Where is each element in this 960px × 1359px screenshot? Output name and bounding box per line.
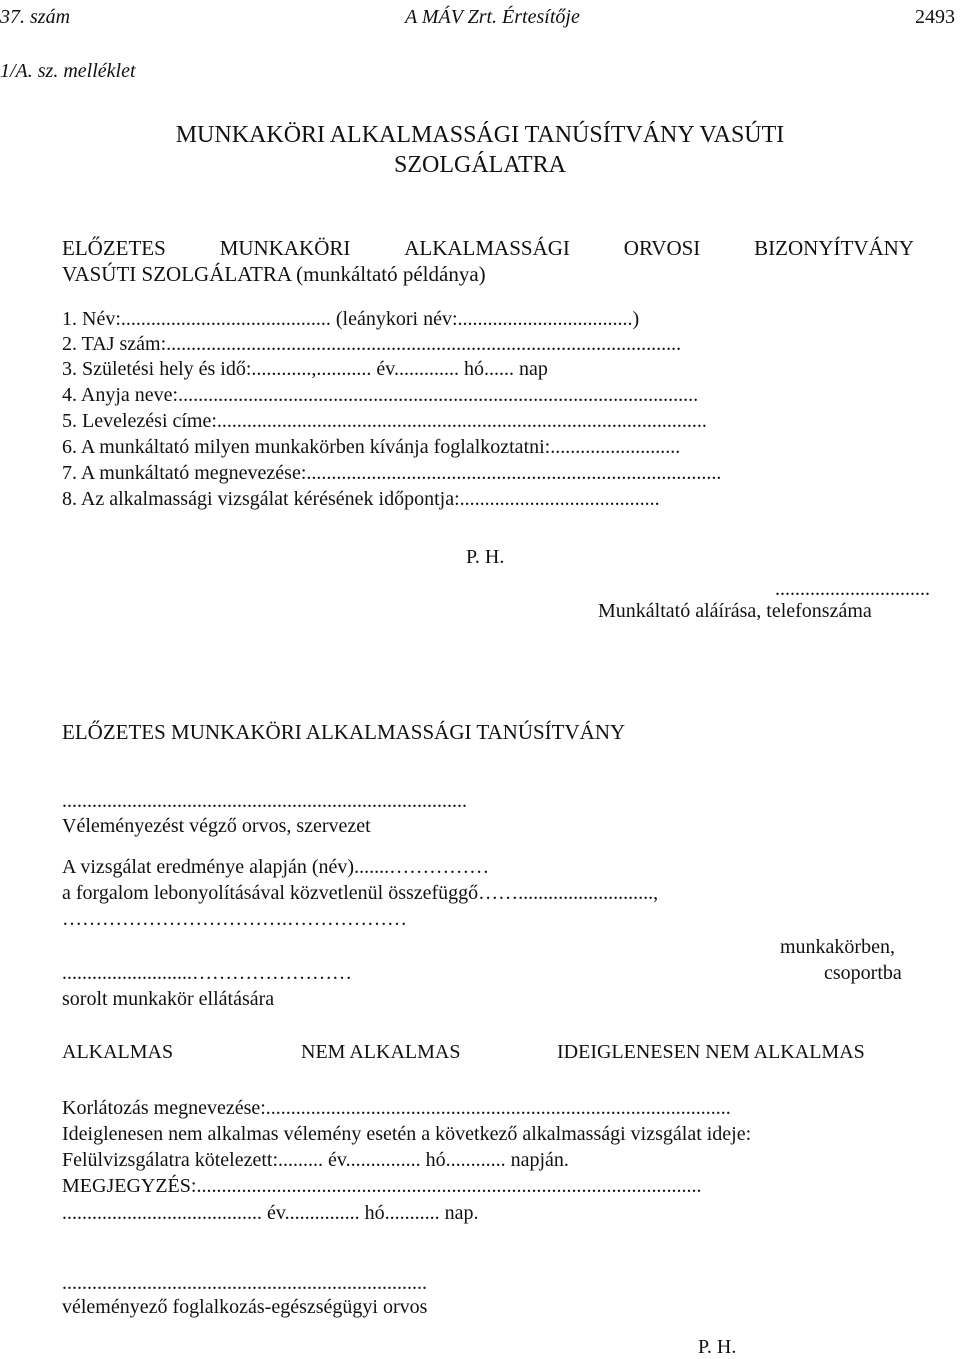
- review-line: Felülvizsgálatra kötelezett:......... év............... hó............ napján.: [62, 1149, 569, 1171]
- page-number: 2493: [915, 6, 955, 28]
- field-mother: 4. Anyja neve:........................................................................................................: [62, 384, 699, 406]
- group-word: csoportba: [824, 962, 902, 984]
- document-title-line2: SZOLGÁLATRA: [394, 152, 566, 178]
- field-request-date: 8. Az alkalmassági vizsgálat kérésének időpontja:........................................: [62, 488, 660, 510]
- section1-heading-line2: VASÚTI SZOLGÁLATRA (munkáltató példánya): [62, 262, 486, 286]
- signature-label: Munkáltató aláírása, telefonszáma: [598, 600, 872, 622]
- remarks-line: MEGJEGYZÉS:.....................................................................................................: [62, 1175, 702, 1197]
- stamp-placeholder-2: P. H.: [698, 1336, 737, 1358]
- heading-word: ELŐZETES: [62, 236, 166, 260]
- journal-title: A MÁV Zrt. Értesítője: [405, 6, 580, 28]
- opinion-label: Véleményezést végző orvos, szervezet: [62, 815, 371, 837]
- section2-heading: ELŐZETES MUNKAKÖRI ALKALMASSÁGI TANÚSÍTVÁNY: [62, 720, 626, 744]
- stamp-placeholder: P. H.: [466, 546, 505, 568]
- doctor-dots: .........................................................................: [62, 1272, 427, 1294]
- restriction-line: Korlátozás megnevezése:.............................................................................................: [62, 1097, 731, 1119]
- temp-unfit-line: Ideiglenesen nem alkalmas vélemény esetén a következő alkalmassági vizsgálat ideje:: [62, 1123, 752, 1145]
- signature-dots: ...............................: [775, 578, 930, 600]
- field-name: 1. Név:.......................................... (leánykori név:...................................): [62, 308, 640, 330]
- blank-line: …………………………….………………: [62, 908, 407, 930]
- job-word: munkakörben,: [780, 936, 895, 958]
- document-title-line1: MUNKAKÖRI ALKALMASSÁGI TANÚSÍTVÁNY VASÚTI: [175, 122, 785, 148]
- field-employer: 7. A munkáltató megnevezése:...................................................................................: [62, 462, 722, 484]
- field-address: 5. Levelezési címe:..................................................................................................: [62, 410, 707, 432]
- heading-word: ALKALMASSÁGI: [404, 236, 570, 260]
- field-job: 6. A munkáltató milyen munkakörben kívánja foglalkoztatni:..........................: [62, 436, 681, 458]
- date-line: ........................................ év............... hó........... nap.: [62, 1202, 479, 1224]
- issue-number: 37. szám: [0, 6, 71, 28]
- exam-result-line: A vizsgálat eredménye alapján (név).......……………: [62, 856, 490, 878]
- section1-heading: [62, 236, 914, 260]
- field-birth: 3. Születési hely és idő:............,........... év............. hó...... nap: [62, 358, 548, 380]
- heading-word: MUNKAKÖRI: [219, 236, 351, 260]
- doctor-label: véleményező foglalkozás-egészségügyi orvos: [62, 1296, 428, 1318]
- annex-label: 1/A. sz. melléklet: [0, 60, 136, 82]
- group-line: ..........................……………………: [62, 962, 352, 984]
- option-temp-unfit: IDEIGLENESEN NEM ALKALMAS: [557, 1041, 865, 1063]
- sorted-line: sorolt munkakör ellátására: [62, 988, 275, 1010]
- traffic-line: a forgalom lebonyolításával közvetlenül összefüggő……...........................,: [62, 882, 659, 904]
- opinion-dots: .................................................................................: [62, 790, 467, 812]
- heading-word: BIZONYÍTVÁNY: [754, 236, 914, 260]
- field-taj: 2. TAJ szám:.......................................................................................................: [62, 333, 682, 355]
- option-unfit: NEM ALKALMAS: [301, 1041, 461, 1063]
- option-fit: ALKALMAS: [62, 1041, 174, 1063]
- heading-word: ORVOSI: [623, 236, 701, 260]
